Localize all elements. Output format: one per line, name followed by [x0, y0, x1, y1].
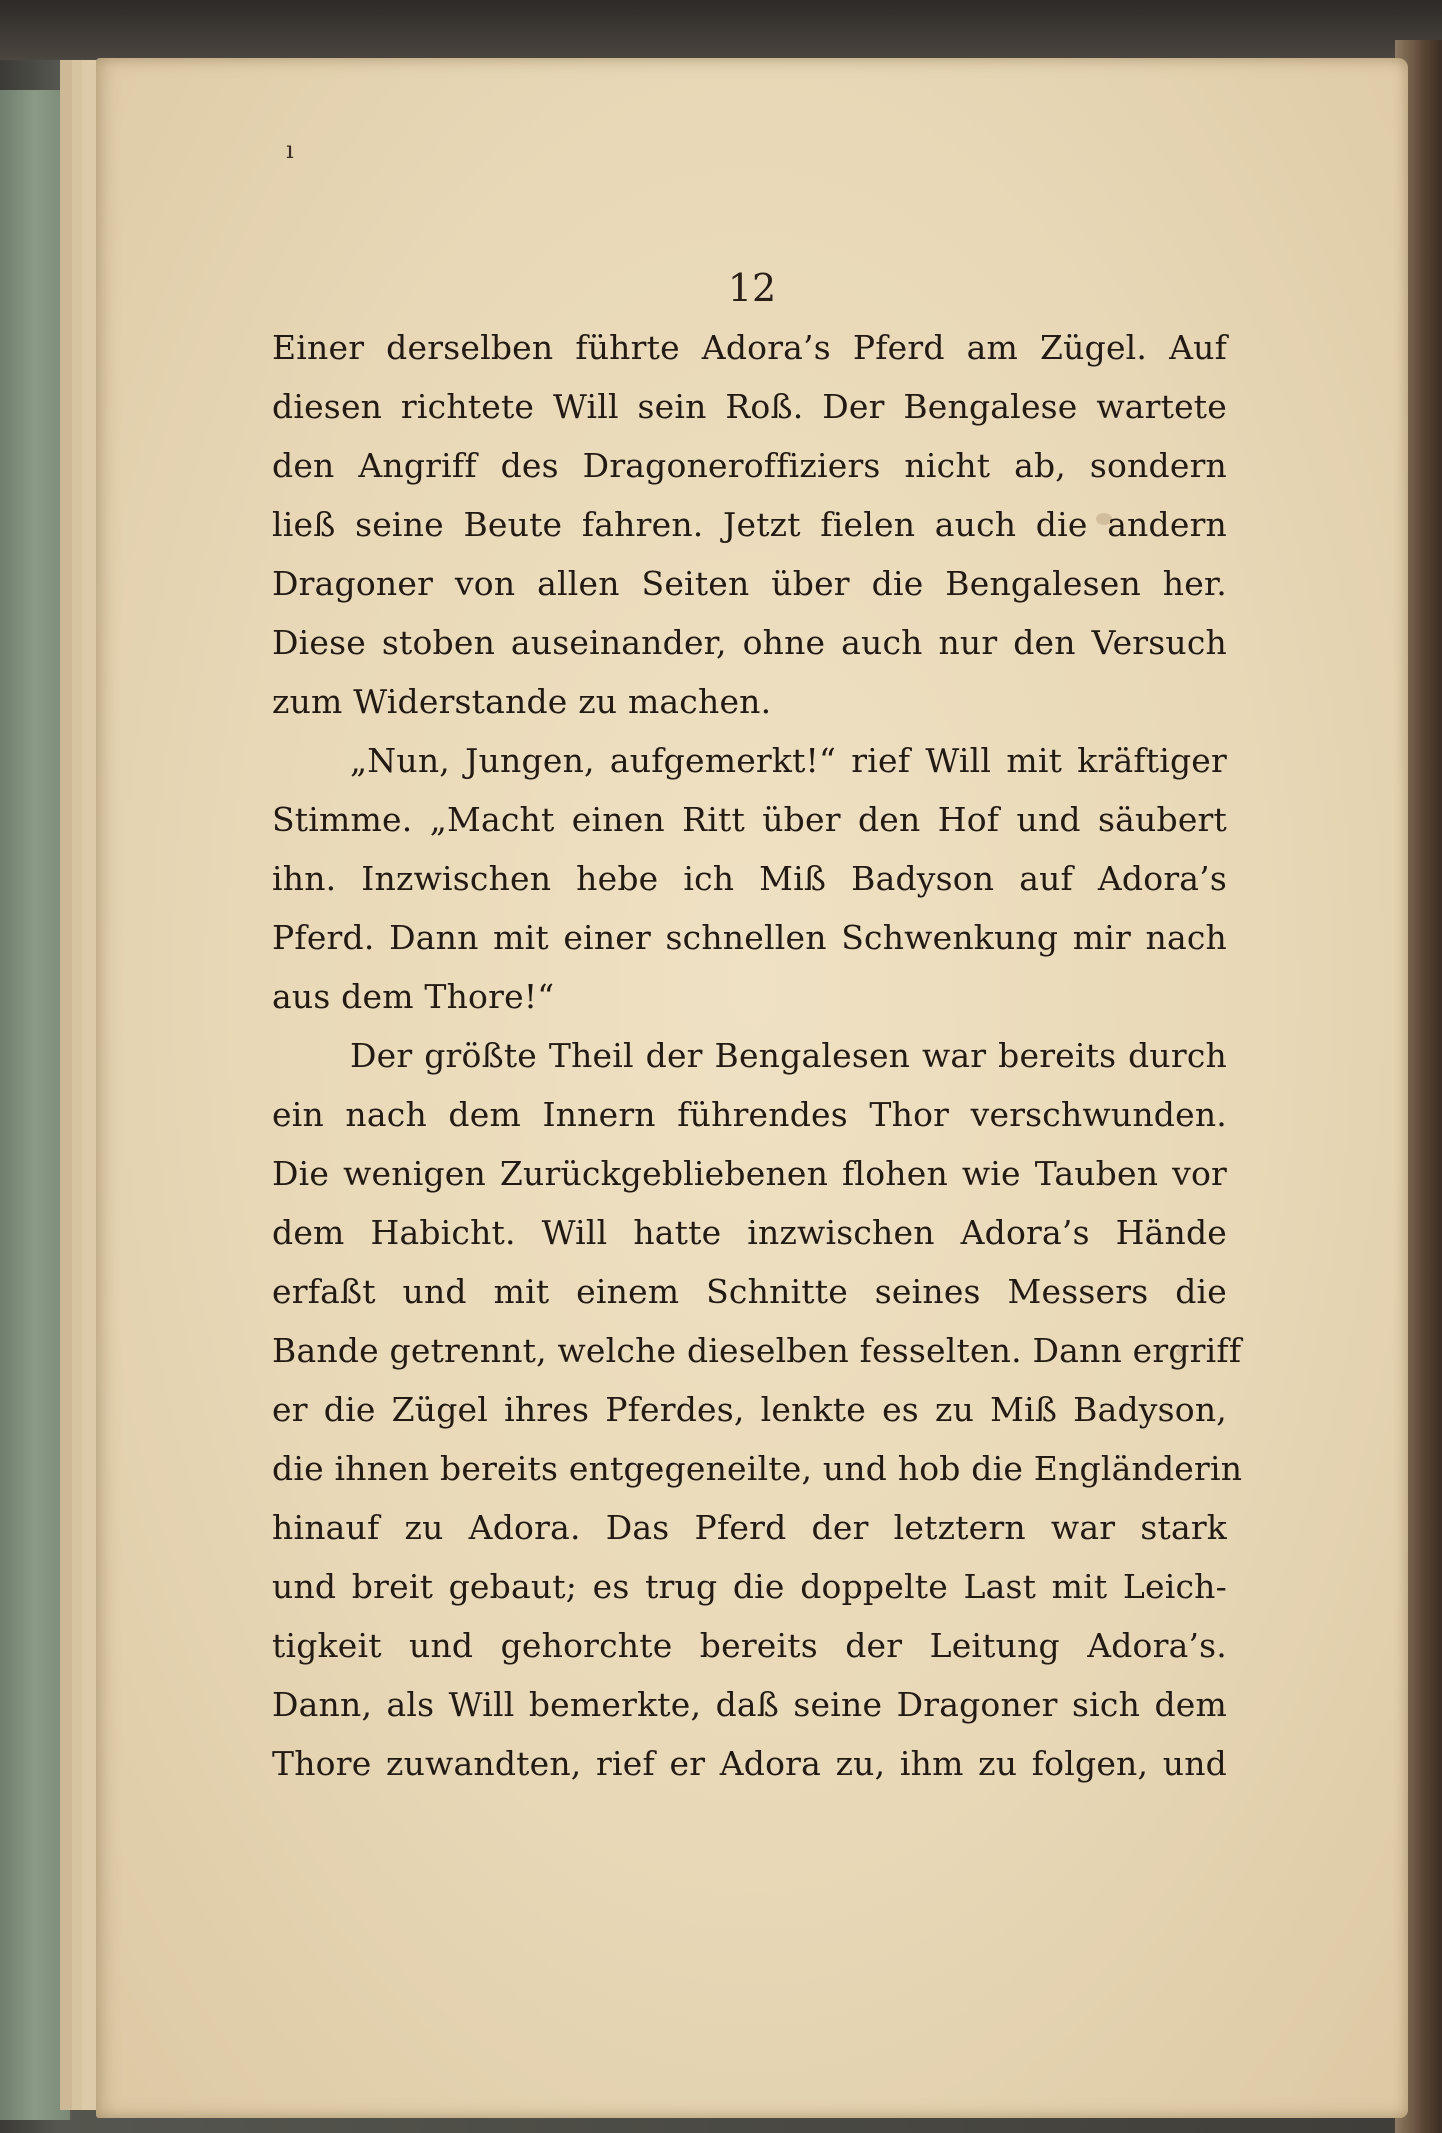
text-line: ließ seine Beute fahren. Jetzt fielen auch die andern: [272, 505, 1227, 544]
text-line: Dragoner von allen Seiten über die Bengalesen her.: [272, 564, 1227, 603]
text-line: den Angriff des Dragoneroffiziers nicht ab, sondern: [272, 446, 1227, 485]
book-page: [96, 58, 1408, 2118]
text-line: Pferd. Dann mit einer schnellen Schwenkung mir nach: [272, 918, 1227, 957]
text-line: diesen richtete Will sein Roß. Der Bengalese wartete: [272, 387, 1227, 426]
page-number: 12: [727, 266, 777, 310]
text-line: Der größte Theil der Bengalesen war bereits durch: [350, 1036, 1227, 1075]
body-text: [272, 318, 1243, 1793]
text-line: zum Widerstande zu machen.: [272, 682, 772, 721]
text-line: Dann, als Will bemerkte, daß seine Dragoner sich dem: [272, 1685, 1227, 1724]
text-line: dem Habicht. Will hatte inzwischen Adora’s Hände: [272, 1213, 1227, 1252]
text-line: Die wenigen Zurückgebliebenen flohen wie Tauben vor: [272, 1154, 1227, 1193]
text-line: die ihnen bereits entgegeneilte, und hob die Engländerin: [272, 1449, 1243, 1488]
text-line: Einer derselben führte Adora’s Pferd am Zügel. Auf: [272, 328, 1227, 367]
text-line: Bande getrennt, welche dieselben fesselten. Dann ergriff: [272, 1331, 1242, 1370]
text-line: und breit gebaut; es trug die doppelte Last mit Leich-: [272, 1567, 1227, 1606]
text-line: tigkeit und gehorchte bereits der Leitung Adora’s.: [272, 1626, 1227, 1665]
text-line: hinauf zu Adora. Das Pferd der letztern war stark: [272, 1508, 1227, 1547]
text-line: ihn. Inzwischen hebe ich Miß Badyson auf Adora’s: [272, 859, 1227, 898]
text-line: Stimme. „Macht einen Ritt über den Hof und säubert: [272, 800, 1227, 839]
text-line: erfaßt und mit einem Schnitte seines Messers die: [272, 1272, 1227, 1311]
text-line: Thore zuwandten, rief er Adora zu, ihm zu folgen, und: [272, 1744, 1227, 1783]
book-cover-top: [0, 0, 1442, 60]
text-line: er die Zügel ihres Pferdes, lenkte es zu Miß Badyson,: [272, 1390, 1227, 1429]
text-line: ein nach dem Innern führendes Thor verschwunden.: [272, 1095, 1227, 1134]
page-mark: ı: [286, 136, 294, 164]
text-line: Diese stoben auseinander, ohne auch nur den Versuch: [272, 623, 1227, 662]
text-line: aus dem Thore!“: [272, 977, 555, 1016]
text-line: „Nun, Jungen, aufgemerkt!“ rief Will mit kräftiger: [350, 741, 1227, 780]
